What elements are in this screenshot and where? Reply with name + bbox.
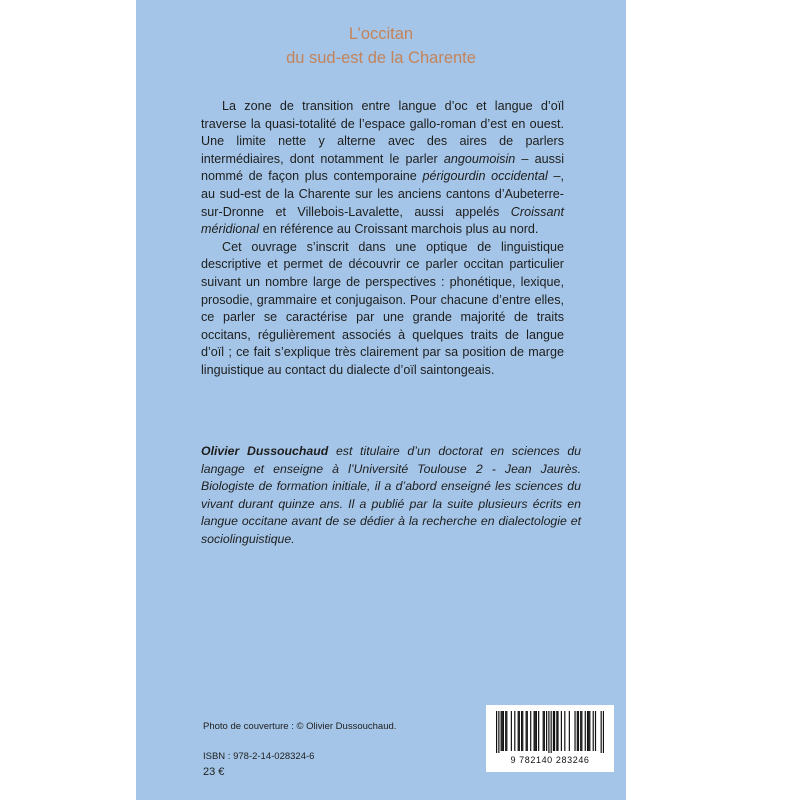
barcode-bar <box>536 711 537 751</box>
barcode-bar <box>544 711 545 751</box>
barcode-bar <box>522 711 523 751</box>
barcode-bar <box>564 711 565 751</box>
barcode-bar <box>514 711 515 751</box>
barcode-bar <box>561 711 562 751</box>
barcode-bar <box>535 711 536 751</box>
summary-text-run: – aussi nommé de façon plus contemporaine <box>201 151 564 184</box>
barcode-bars <box>496 711 604 753</box>
author-name: Olivier Dussouchaud <box>201 444 329 458</box>
barcode-bar <box>548 711 549 753</box>
barcode-bar <box>518 711 519 751</box>
barcode-bar <box>501 711 502 751</box>
summary-italic-term: Croissant méridional <box>201 204 564 237</box>
barcode-bar <box>527 711 528 751</box>
barcode-bar <box>503 711 504 751</box>
author-bio <box>201 443 581 549</box>
back-cover <box>136 0 626 800</box>
barcode-bar <box>521 711 522 751</box>
summary-text-run: La zone de transition entre langue d’oc et langue d’oïl traverse la quasi-totalité de l’espace gallo-roman d’est en ouest. Une limite nette y alterne avec des aires de parlers intermédiaires, dont notamment le parler <box>201 99 564 166</box>
barcode-number: 9 782140 283246 <box>510 755 590 765</box>
barcode-bar <box>589 711 590 751</box>
barcode-bar <box>581 711 582 751</box>
barcode-bar <box>578 711 579 751</box>
barcode-bar <box>526 711 527 751</box>
barcode-bar <box>505 711 506 751</box>
barcode-bar <box>538 711 539 751</box>
summary-italic-term: périgourdin occidental <box>422 169 548 184</box>
price: 23 € <box>203 766 225 778</box>
book-title <box>136 22 626 70</box>
barcode-bar <box>601 711 602 753</box>
barcode-bar <box>595 711 596 751</box>
barcode-bar <box>519 711 520 751</box>
barcode-bar <box>496 711 497 753</box>
barcode-bar <box>543 711 544 751</box>
barcode-bar <box>554 711 555 751</box>
isbn: ISBN : 978-2-14-028324-6 <box>203 751 315 762</box>
summary-paragraph-2: Cet ouvrage s’inscrit dans une optique de linguistique descriptive et permet de découvrir ce parler occitan particulier suivant un nombre large de perspectives : phonétique, lexique, prosodie, grammaire et conjugaison. Pour chacune d’entre elles, ce parler se caractérise par une grande majorité de traits occitans, régulièrement associés à quelques traits de langue d’oïl ; ce fait s’explique très clairement par sa position de marge linguistique au contact du dialecte d’oïl saintongeais. <box>201 239 564 377</box>
summary-italic-term: angoumoisin <box>443 151 516 166</box>
summary-text <box>201 98 564 380</box>
barcode-bar <box>587 711 588 751</box>
barcode-bar <box>502 711 503 751</box>
barcode-bar <box>553 711 554 751</box>
barcode-bar <box>551 711 552 753</box>
title-line-2: du sud-est de la Charente <box>286 49 476 67</box>
barcode-bar <box>569 711 570 751</box>
barcode-bar <box>498 711 499 753</box>
barcode-bar <box>530 711 531 751</box>
title-line-1: L’occitan <box>348 25 414 43</box>
barcode-bar <box>577 711 578 751</box>
barcode-bar <box>557 711 558 751</box>
barcode-bar <box>506 711 507 751</box>
photo-credit: Photo de couverture : © Olivier Dussouchaud. <box>203 721 397 732</box>
barcode-bar <box>593 711 594 751</box>
barcode <box>486 705 614 772</box>
summary-paragraph-1 <box>201 98 564 239</box>
barcode-bar <box>534 711 535 751</box>
barcode-bar <box>556 711 557 751</box>
barcode-bar <box>585 711 586 751</box>
barcode-bar <box>580 711 581 751</box>
barcode-bar <box>574 711 575 751</box>
summary-text-run: –, au sud-est de la Charente sur les anciens cantons d’Aubeterre-sur-Dronne et Villebois-Lavalette, aussi appelés <box>201 169 564 219</box>
author-bio-text: est titulaire d’un doctorat en sciences du langage et enseigne à l’Université Toulouse 2 - Jean Jaurès. Biologiste de formation initiale, il a d’abord enseigné les sciences du vivant durant quinze ans. Il a publié par la suite plusieurs écrits en langue occitane avant de se dédier à la recherche en dialectologie et sociolinguistique. <box>201 444 582 546</box>
barcode-bar <box>588 711 589 751</box>
barcode-bar <box>603 711 604 753</box>
barcode-bar <box>546 711 547 751</box>
summary-text-run: en référence au Croissant marchois plus au nord. <box>259 222 539 237</box>
barcode-bar <box>511 711 512 751</box>
